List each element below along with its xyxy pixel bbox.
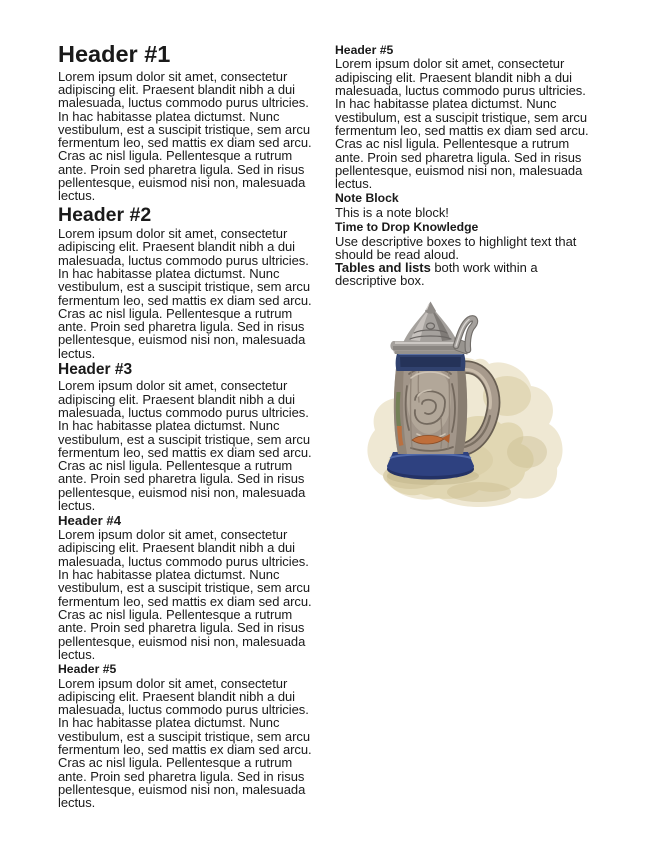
stein-lip-shade [395,351,466,354]
header-5: Header #5 [58,662,117,677]
body-paragraph-4: Lorem ipsum dolor sit amet, consectetur adipiscing elit. Praesent blandit nibh a dui malesuada, luctus commodo purus ultricies. In hac habitasse platea dictumst. Nunc vestibulum, est a suscipit tristique, sem arcu fermentum leo, sed mattis ex diam sed arcu. Cras ac nisl ligula. Pellentesque a rutrum ante. Proin sed pharetra ligula. Sed in risus pellentesque, euismod nisi non, malesuada lectus. [58,527,312,662]
body-paragraph-right: Lorem ipsum dolor sit amet, consectetur adipiscing elit. Praesent blandit nibh a dui malesuada, luctus commodo purus ultricies. In hac habitasse platea dictumst. Nunc vestibulum, est a suscipit tristique, sem arcu fermentum leo, sed mattis ex diam sed arcu. Cras ac nisl ligula. Pellentesque a rutrum ante. Proin sed pharetra ligula. Sed in risus pellentesque, euismod nisi non, malesuada lectus. [335,56,589,192]
beer-stein-illustration [357,300,567,515]
header-5-right: Header #5 [335,43,394,57]
beer-stein-svg [357,300,567,515]
header-1: Header #1 [58,41,171,67]
note-block-text: This is a note block! [335,204,449,220]
stein-top-band-inner [400,357,461,367]
body-paragraph-1: Lorem ipsum dolor sit amet, consectetur adipiscing elit. Praesent blandit nibh a dui malesuada, luctus commodo purus ultricies. In hac habitasse platea dictumst. Nunc vestibulum, est a suscipit tristique, sem arcu fermentum leo, sed mattis ex diam sed arcu. Cras ac nisl ligula. Pellentesque a rutrum ante. Proin sed pharetra ligula. Sed in risus pellentesque, euismod nisi non, malesuada lectus. [58,68,312,204]
stein-finial [425,301,436,313]
body-paragraph-2: Lorem ipsum dolor sit amet, consectetur adipiscing elit. Praesent blandit nibh a dui malesuada, luctus commodo purus ultricies. In hac habitasse platea dictumst. Nunc vestibulum, est a suscipit tristique, sem arcu fermentum leo, sed mattis ex diam sed arcu. Cras ac nisl ligula. Pellentesque a rutrum ante. Proin sed pharetra ligula. Sed in risus pellentesque, euismod nisi non, malesuada lectus. [58,226,312,361]
header-3: Header #3 [58,361,133,379]
left-column [58,42,318,810]
note-block-label: Note Block [335,191,399,206]
watercolor-patch [507,436,547,468]
watercolor-patch [447,482,511,502]
body-paragraph-5: Lorem ipsum dolor sit amet, consectetur adipiscing elit. Praesent blandit nibh a dui malesuada, luctus commodo purus ultricies. In hac habitasse platea dictumst. Nunc vestibulum, est a suscipit tristique, sem arcu fermentum leo, sed mattis ex diam sed arcu. Cras ac nisl ligula. Pellentesque a rutrum ante. Proin sed pharetra ligula. Sed in risus pellentesque, euismod nisi non, malesuada lectus. [58,675,312,811]
knowledge-block-label: Time to Drop Knowledge [335,220,479,235]
header-4: Header #4 [58,513,122,529]
knowledge-block-text: Use descriptive boxes to highlight text that should be read aloud. [335,233,577,262]
tables-and-lists-rest: both work within a descriptive box. [335,260,538,289]
tables-and-lists-bold: Tables and lists [335,260,431,276]
right-column [335,42,595,810]
header-2: Header #2 [58,203,152,226]
body-paragraph-3: Lorem ipsum dolor sit amet, consectetur adipiscing elit. Praesent blandit nibh a dui malesuada, luctus commodo purus ultricies. In hac habitasse platea dictumst. Nunc vestibulum, est a suscipit tristique, sem arcu fermentum leo, sed mattis ex diam sed arcu. Cras ac nisl ligula. Pellentesque a rutrum ante. Proin sed pharetra ligula. Sed in risus pellentesque, euismod nisi non, malesuada lectus. [58,378,312,514]
tables-and-lists-line [335,261,595,288]
